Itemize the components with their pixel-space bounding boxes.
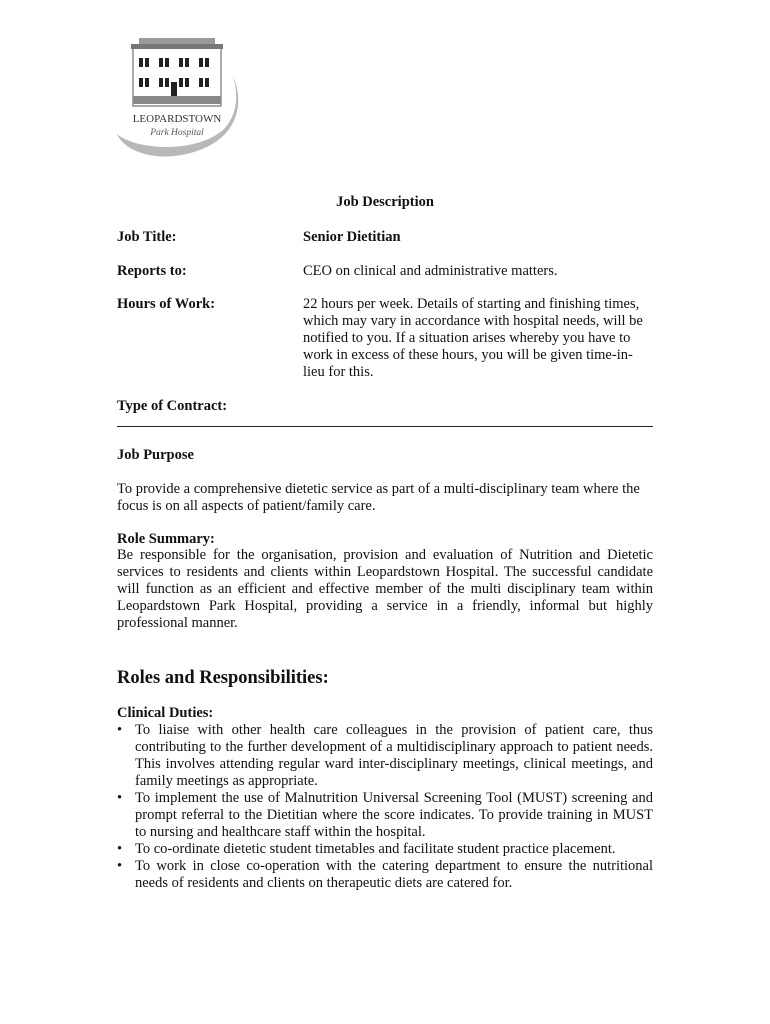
field-value: Senior Dietitian: [303, 229, 401, 245]
job-purpose-text: To provide a comprehensive dietetic service as part of a multi-disciplinary team where the focus is on all aspects of patient/family care.: [117, 481, 640, 514]
job-purpose-heading: Job Purpose: [117, 447, 194, 463]
list-item-text: To liaise with other health care colleagues in the provision of patient care, thus contributing to the further development of a multidisciplinary approach to patient needs. This involves attending regular ward inter-disciplinary meetings, clinical meetings, and family meetings as appropriate.: [135, 722, 653, 789]
document-title: Job Description: [336, 194, 434, 210]
list-item: [117, 790, 653, 841]
field-value: 22 hours per week. Details of starting and finishing times, which may vary in accordance with hospital needs, will be notified to you. If a situation arises whereby you have to work in excess of these hours, you will be given time-in-lieu for this.: [303, 296, 643, 380]
divider: [117, 426, 653, 427]
role-summary-text: Be responsible for the organisation, provision and evaluation of Nutrition and Dietetic services to residents and clients within Leopardstown Hospital. The successful candidate will function as an efficient and effective member of the multi disciplinary team within Leopardstown Park Hospital, providing a service in a friendly, informal but highly professional manner.: [117, 547, 653, 631]
role-summary-heading: Role Summary:: [117, 531, 215, 547]
logo-name-line1: LEOPARDSTOWN: [132, 113, 222, 125]
hospital-building-icon: [115, 38, 245, 163]
field-label: Reports to:: [117, 263, 187, 279]
list-item: [117, 858, 653, 892]
bullet-icon: •: [117, 858, 123, 874]
bullet-icon: •: [117, 722, 123, 738]
field-label: Job Title:: [117, 229, 177, 245]
list-item-text: To work in close co-operation with the catering department to ensure the nutritional needs of residents and clients on therapeutic diets are catered for.: [135, 858, 653, 891]
field-value: CEO on clinical and administrative matters.: [303, 263, 558, 279]
list-item: [117, 841, 653, 858]
roles-responsibilities-heading: Roles and Responsibilities:: [117, 668, 329, 688]
list-item: [117, 722, 653, 790]
field-label: Hours of Work:: [117, 296, 216, 312]
list-item-text: To co-ordinate dietetic student timetables and facilitate student practice placement.: [135, 841, 616, 857]
bullet-icon: •: [117, 790, 123, 806]
bullet-icon: •: [117, 841, 123, 857]
list-item-text: To implement the use of Malnutrition Universal Screening Tool (MUST) screening and prompt referral to the Dietitian where the score indicates. To provide training in MUST to nursing and healthcare staff within the hospital.: [135, 790, 653, 840]
hospital-logo: [115, 38, 245, 163]
logo-name-line2: Park Hospital: [150, 128, 204, 138]
clinical-duties-list: [117, 722, 653, 892]
field-label: Type of Contract:: [117, 398, 228, 414]
clinical-duties-heading: Clinical Duties:: [117, 705, 214, 721]
